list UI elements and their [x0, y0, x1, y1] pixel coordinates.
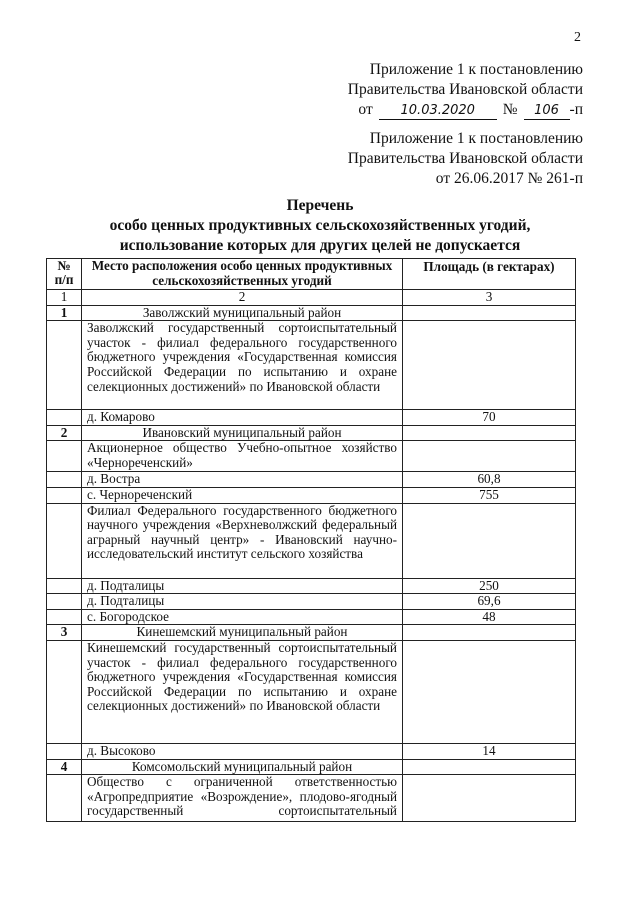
row-number	[47, 609, 82, 625]
handwritten-date: 10.03.2020	[379, 103, 497, 120]
row-number: 2	[47, 425, 82, 441]
locality-row	[47, 410, 576, 426]
locality-name: д. Подталицы	[82, 578, 403, 594]
locality-name: с. Чернореченский	[82, 487, 403, 503]
area-value	[403, 625, 576, 641]
district-name: Комсомольский муниципальный район	[82, 759, 403, 775]
stamp-line: от 26.06.2017 № 261-п	[435, 170, 583, 187]
organization-row	[47, 640, 576, 743]
column-number: 3	[403, 290, 576, 306]
locality-row	[47, 487, 576, 503]
district-row	[47, 305, 576, 321]
district-name: Кинешемский муниципальный район	[82, 625, 403, 641]
row-number	[47, 743, 82, 759]
title-line: Перечень	[286, 197, 354, 214]
stamp-date-line	[348, 100, 583, 120]
header-area: Площадь (в гектарах)	[403, 259, 576, 290]
area-value	[403, 441, 576, 472]
area-value: 755	[403, 487, 576, 503]
locality-name: д. Высоково	[82, 743, 403, 759]
district-name: Ивановский муниципальный район	[82, 425, 403, 441]
stamp-line: Правительства Ивановской области	[347, 81, 583, 98]
header-place: Место расположения особо ценных продуктивных сельскохозяйственных угодий	[82, 259, 403, 290]
row-number	[47, 472, 82, 488]
organization-row	[47, 321, 576, 410]
area-value: 70	[403, 410, 576, 426]
stamp-prefix: от	[358, 101, 373, 118]
number-suffix: -п	[569, 101, 583, 118]
area-value	[403, 775, 576, 822]
stamp-line: Приложение 1 к постановлению	[369, 61, 583, 78]
organization-row	[47, 441, 576, 472]
page-number: 2	[574, 30, 581, 45]
row-number: 4	[47, 759, 82, 775]
row-number	[47, 775, 82, 822]
locality-name: д. Востра	[82, 472, 403, 488]
district-name: Заволжский муниципальный район	[82, 305, 403, 321]
table-header-row	[47, 259, 576, 290]
number-sign: №	[502, 101, 518, 118]
area-value: 60,8	[403, 472, 576, 488]
district-row	[47, 759, 576, 775]
header-number	[47, 259, 82, 290]
area-value: 48	[403, 609, 576, 625]
row-number	[47, 594, 82, 610]
organization-name: Акционерное общество Учебно-опытное хозяйство «Чернореченский»	[82, 441, 403, 472]
title-line: особо ценных продуктивных сельскохозяйственных угодий,	[109, 217, 531, 234]
approval-stamp-current	[348, 60, 583, 120]
district-row	[47, 425, 576, 441]
row-number	[47, 321, 82, 410]
area-value	[403, 425, 576, 441]
locality-name: с. Богородское	[82, 609, 403, 625]
row-number	[47, 503, 82, 578]
stamp-line: Приложение 1 к постановлению	[369, 130, 583, 147]
row-number	[47, 487, 82, 503]
approval-stamp-original	[348, 129, 583, 189]
row-number: 1	[47, 305, 82, 321]
row-number	[47, 640, 82, 743]
title-line: использование которых для других целей не допускается	[119, 237, 521, 254]
area-value	[403, 321, 576, 410]
organization-name: Кинешемский государственный сортоиспытательный участок - филиал федерального государственного бюджетного учреждения «Государственная комиссия Российской Федерации по испытанию и охране селекционных достижений» по Ивановской области	[82, 640, 403, 743]
document-title	[40, 196, 600, 256]
locality-name: д. Подталицы	[82, 594, 403, 610]
locality-row	[47, 609, 576, 625]
land-list-table	[46, 258, 576, 822]
area-value	[403, 305, 576, 321]
area-value	[403, 640, 576, 743]
organization-name: Общество с ограниченной ответственностью «Агропредприятие «Возрождение», плодово-ягодный государственный сортоиспытательный	[82, 775, 403, 822]
organization-row	[47, 503, 576, 578]
area-value	[403, 759, 576, 775]
locality-row	[47, 594, 576, 610]
area-value	[403, 503, 576, 578]
column-number-row	[47, 290, 576, 306]
area-value: 14	[403, 743, 576, 759]
column-number: 2	[82, 290, 403, 306]
row-number: 3	[47, 625, 82, 641]
row-number	[47, 410, 82, 426]
row-number	[47, 441, 82, 472]
header-number-sign: №	[57, 258, 71, 273]
header-number-pp: п/п	[54, 272, 74, 287]
stamp-line: Правительства Ивановской области	[347, 150, 583, 167]
locality-name: д. Комарово	[82, 410, 403, 426]
organization-name: Заволжский государственный сортоиспытательный участок - филиал федерального государственного бюджетного учреждения «Государственная комиссия Российской Федерации по испытанию и охране селекционных достижений» по Ивановской области	[82, 321, 403, 410]
area-value: 69,6	[403, 594, 576, 610]
area-value: 250	[403, 578, 576, 594]
locality-row	[47, 578, 576, 594]
organization-row	[47, 775, 576, 822]
column-number: 1	[47, 290, 82, 306]
district-row	[47, 625, 576, 641]
handwritten-number: 106	[524, 103, 570, 120]
organization-name: Филиал Федерального государственного бюджетного научного учреждения «Верхневолжский федеральный аграрный научный центр» - Ивановский научно-исследовательский институт сельского хозяйства	[82, 503, 403, 578]
locality-row	[47, 743, 576, 759]
row-number	[47, 578, 82, 594]
locality-row	[47, 472, 576, 488]
